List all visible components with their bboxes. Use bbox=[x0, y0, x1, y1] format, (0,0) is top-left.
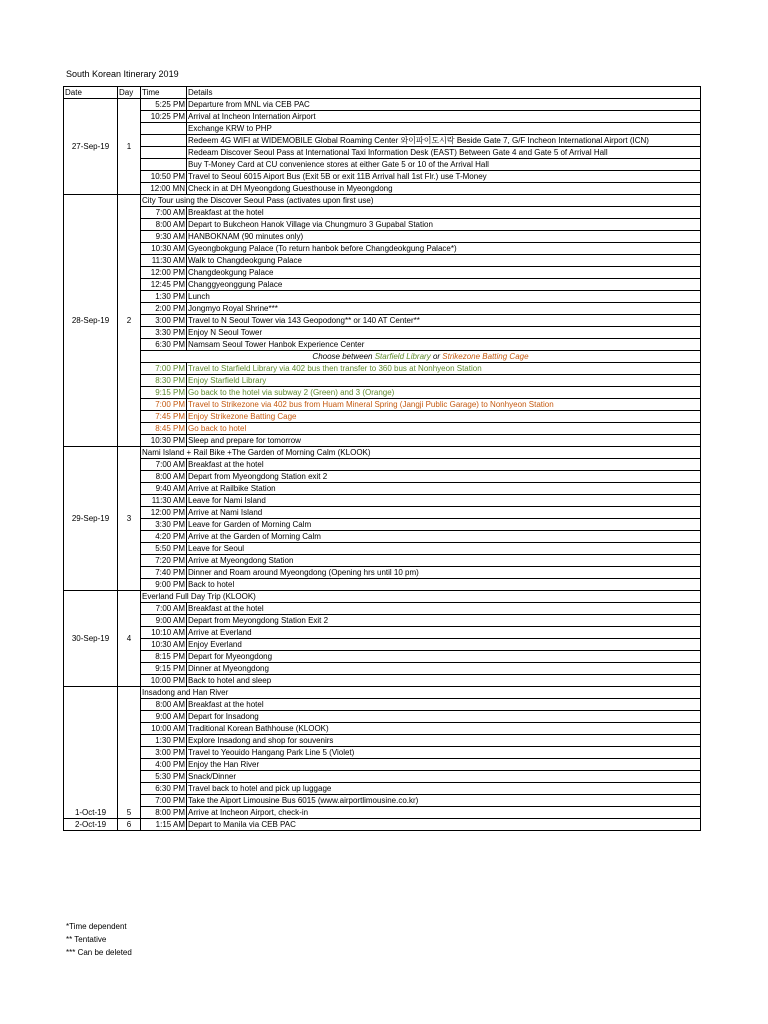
details-cell: Travel to Strikezone via 402 bus from Huam Mineral Spring (Jangji Public Garage) to Nonhyeon Station bbox=[187, 399, 701, 411]
time-cell: 3:30 PM bbox=[141, 519, 187, 531]
time-cell: 8:45 PM bbox=[141, 423, 187, 435]
day-cell: 6 bbox=[118, 819, 141, 831]
time-cell: 10:30 AM bbox=[141, 639, 187, 651]
time-cell bbox=[141, 159, 187, 171]
date-cell: 27-Sep-19 bbox=[64, 99, 118, 195]
time-cell: 6:30 PM bbox=[141, 339, 187, 351]
footnote: ** Tentative bbox=[66, 935, 107, 944]
table-row bbox=[64, 639, 701, 651]
time-cell bbox=[141, 135, 187, 147]
table-row bbox=[64, 711, 701, 723]
time-cell: 10:30 AM bbox=[141, 243, 187, 255]
time-cell bbox=[141, 147, 187, 159]
table-row bbox=[64, 795, 701, 807]
time-cell: 3:30 PM bbox=[141, 327, 187, 339]
details-cell: Breakfast at the hotel bbox=[187, 699, 701, 711]
time-cell: 3:00 PM bbox=[141, 315, 187, 327]
table-row bbox=[64, 807, 701, 819]
time-cell: 10:30 PM bbox=[141, 435, 187, 447]
table-row bbox=[64, 747, 701, 759]
table-row bbox=[64, 207, 701, 219]
footnote: *Time dependent bbox=[66, 922, 127, 931]
header-day: Day bbox=[118, 87, 141, 99]
time-cell: 2:00 PM bbox=[141, 303, 187, 315]
table-row bbox=[64, 135, 701, 147]
time-cell: 12:00 PM bbox=[141, 507, 187, 519]
time-cell: 9:00 AM bbox=[141, 615, 187, 627]
section-heading: Insadong and Han River bbox=[141, 687, 701, 699]
table-row bbox=[64, 423, 701, 435]
table-row bbox=[64, 303, 701, 315]
table-row bbox=[64, 495, 701, 507]
time-cell: 12:00 PM bbox=[141, 267, 187, 279]
document-title: South Korean Itinerary 2019 bbox=[66, 69, 179, 79]
day-cell: 2 bbox=[118, 195, 141, 447]
table-row bbox=[64, 675, 701, 687]
table-header-row bbox=[64, 87, 701, 99]
details-cell: Enjoy Everland bbox=[187, 639, 701, 651]
time-cell: 8:00 PM bbox=[141, 807, 187, 819]
table-row bbox=[64, 267, 701, 279]
table-row bbox=[64, 567, 701, 579]
table-row bbox=[64, 99, 701, 111]
time-cell: 8:30 PM bbox=[141, 375, 187, 387]
details-cell: HANBOKNAM (90 minutes only) bbox=[187, 231, 701, 243]
choose-option1: Starfield Library bbox=[374, 351, 431, 361]
details-cell: Snack/Dinner bbox=[187, 771, 701, 783]
table-row bbox=[64, 687, 701, 699]
details-cell: Arrive at Myeongdong Station bbox=[187, 555, 701, 567]
table-row bbox=[64, 771, 701, 783]
table-row bbox=[64, 147, 701, 159]
details-cell: Depart for Insadong bbox=[187, 711, 701, 723]
table-row bbox=[64, 615, 701, 627]
details-cell: Back to hotel and sleep bbox=[187, 675, 701, 687]
details-cell: Arrive at Railbike Station bbox=[187, 483, 701, 495]
table-row bbox=[64, 459, 701, 471]
time-cell bbox=[141, 123, 187, 135]
table-row bbox=[64, 579, 701, 591]
details-cell: Jongmyo Royal Shrine*** bbox=[187, 303, 701, 315]
details-cell: Gyeongbokgung Palace (To return hanbok before Changdeokgung Palace*) bbox=[187, 243, 701, 255]
table-row bbox=[64, 327, 701, 339]
table-row bbox=[64, 111, 701, 123]
time-cell: 10:50 PM bbox=[141, 171, 187, 183]
details-cell: Namsam Seoul Tower Hanbok Experience Center bbox=[187, 339, 701, 351]
footnote: *** Can be deleted bbox=[66, 948, 132, 957]
details-cell: Dinner and Roam around Myeongdong (Opening hrs until 10 pm) bbox=[187, 567, 701, 579]
time-cell: 10:00 AM bbox=[141, 723, 187, 735]
day-cell: 5 bbox=[118, 687, 141, 819]
time-cell: 1:15 AM bbox=[141, 819, 187, 831]
date-cell: 28-Sep-19 bbox=[64, 195, 118, 447]
time-cell: 7:00 AM bbox=[141, 207, 187, 219]
table-row bbox=[64, 819, 701, 831]
time-cell: 7:40 PM bbox=[141, 567, 187, 579]
details-cell: Buy T-Money Card at CU convenience stores at either Gate 5 or 10 of the Arrival Hall bbox=[187, 159, 701, 171]
table-row bbox=[64, 591, 701, 603]
details-cell: Leave for Nami Island bbox=[187, 495, 701, 507]
details-cell: Breakfast at the hotel bbox=[187, 459, 701, 471]
day-cell: 3 bbox=[118, 447, 141, 591]
header-date: Date bbox=[64, 87, 118, 99]
table-row bbox=[64, 255, 701, 267]
table-row bbox=[64, 231, 701, 243]
details-cell: Depart for Myeongdong bbox=[187, 651, 701, 663]
table-row bbox=[64, 399, 701, 411]
time-cell: 4:20 PM bbox=[141, 531, 187, 543]
details-cell: Back to hotel bbox=[187, 579, 701, 591]
time-cell: 5:50 PM bbox=[141, 543, 187, 555]
time-cell: 5:30 PM bbox=[141, 771, 187, 783]
table-row bbox=[64, 279, 701, 291]
header-details: Details bbox=[187, 87, 701, 99]
table-row bbox=[64, 315, 701, 327]
date-cell: 2-Oct-19 bbox=[64, 819, 118, 831]
details-cell: Changgyeonggung Palace bbox=[187, 279, 701, 291]
footnotes bbox=[66, 920, 132, 959]
section-heading: City Tour using the Discover Seoul Pass (activates upon first use) bbox=[141, 195, 701, 207]
time-cell: 8:00 AM bbox=[141, 219, 187, 231]
section-heading: Nami Island + Rail Bike +The Garden of Morning Calm (KLOOK) bbox=[141, 447, 701, 459]
table-row bbox=[64, 195, 701, 207]
table-row bbox=[64, 471, 701, 483]
table-row bbox=[64, 243, 701, 255]
time-cell: 8:00 AM bbox=[141, 699, 187, 711]
details-cell: Leave for Garden of Morning Calm bbox=[187, 519, 701, 531]
time-cell: 3:00 PM bbox=[141, 747, 187, 759]
details-cell: Depart to Manila via CEB PAC bbox=[187, 819, 701, 831]
table-row bbox=[64, 663, 701, 675]
choose-middle: or bbox=[430, 351, 443, 361]
time-cell: 11:30 AM bbox=[141, 495, 187, 507]
choose-prefix: Choose between bbox=[312, 351, 375, 361]
time-cell: 7:00 AM bbox=[141, 459, 187, 471]
details-cell: Exchange KRW to PHP bbox=[187, 123, 701, 135]
date-cell: 29-Sep-19 bbox=[64, 447, 118, 591]
details-cell: Lunch bbox=[187, 291, 701, 303]
details-cell: Traditional Korean Bathhouse (KLOOK) bbox=[187, 723, 701, 735]
time-cell: 7:00 AM bbox=[141, 603, 187, 615]
details-cell: Breakfast at the hotel bbox=[187, 603, 701, 615]
time-cell: 10:10 AM bbox=[141, 627, 187, 639]
details-cell: Sleep and prepare for tomorrow bbox=[187, 435, 701, 447]
details-cell: Breakfast at the hotel bbox=[187, 207, 701, 219]
table-row bbox=[64, 435, 701, 447]
table-row bbox=[64, 555, 701, 567]
table-row bbox=[64, 735, 701, 747]
details-cell: Dinner at Myeongdong bbox=[187, 663, 701, 675]
time-cell: 10:25 PM bbox=[141, 111, 187, 123]
table-row bbox=[64, 183, 701, 195]
time-cell: 9:30 AM bbox=[141, 231, 187, 243]
time-cell: 12:45 PM bbox=[141, 279, 187, 291]
details-cell: Take the Aiport Limousine Bus 6015 (www.airportlimousine.co.kr) bbox=[187, 795, 701, 807]
details-cell: Depart to Bukcheon Hanok Village via Chungmuro 3 Gupabal Station bbox=[187, 219, 701, 231]
details-cell: Arrive at the Garden of Morning Calm bbox=[187, 531, 701, 543]
details-cell: Depart from Meyongdong Station Exit 2 bbox=[187, 615, 701, 627]
details-cell: Travel to N Seoul Tower via 143 Geopodong** or 140 AT Center** bbox=[187, 315, 701, 327]
table-row bbox=[64, 759, 701, 771]
table-row bbox=[64, 783, 701, 795]
table-row bbox=[64, 123, 701, 135]
date-cell: 1-Oct-19 bbox=[64, 687, 118, 819]
time-cell: 11:30 AM bbox=[141, 255, 187, 267]
details-cell: Depart from Myeongdong Station exit 2 bbox=[187, 471, 701, 483]
date-cell: 30-Sep-19 bbox=[64, 591, 118, 687]
time-cell: 9:15 PM bbox=[141, 387, 187, 399]
time-cell: 7:00 PM bbox=[141, 399, 187, 411]
table-row bbox=[64, 351, 701, 363]
table-row bbox=[64, 219, 701, 231]
time-cell: 7:20 PM bbox=[141, 555, 187, 567]
time-cell: 9:00 AM bbox=[141, 711, 187, 723]
time-cell: 7:00 PM bbox=[141, 795, 187, 807]
table-row bbox=[64, 375, 701, 387]
time-cell: 1:30 PM bbox=[141, 735, 187, 747]
details-cell: Redeem 4G WIFI at WIDEMOBILE Global Roaming Center 와이파이도시락 Beside Gate 7, G/F Incheon International Airport (ICN) bbox=[187, 135, 701, 147]
choose-between-cell bbox=[141, 351, 701, 363]
details-cell: Leave for Seoul bbox=[187, 543, 701, 555]
time-cell: 9:00 PM bbox=[141, 579, 187, 591]
table-row bbox=[64, 699, 701, 711]
details-cell: Go back to the hotel via subway 2 (Green) and 3 (Orange) bbox=[187, 387, 701, 399]
table-row bbox=[64, 159, 701, 171]
table-row bbox=[64, 483, 701, 495]
details-cell: Travel to Yeouido Hangang Park Line 5 (Violet) bbox=[187, 747, 701, 759]
time-cell: 10:00 PM bbox=[141, 675, 187, 687]
time-cell: 6:30 PM bbox=[141, 783, 187, 795]
details-cell: Enjoy Starfield Library bbox=[187, 375, 701, 387]
details-cell: Arrive at Everland bbox=[187, 627, 701, 639]
details-cell: Enjoy N Seoul Tower bbox=[187, 327, 701, 339]
table-row bbox=[64, 447, 701, 459]
details-cell: Changdeokgung Palace bbox=[187, 267, 701, 279]
table-row bbox=[64, 603, 701, 615]
details-cell: Arrive at Nami Island bbox=[187, 507, 701, 519]
table-row bbox=[64, 363, 701, 375]
time-cell: 5:25 PM bbox=[141, 99, 187, 111]
time-cell: 1:30 PM bbox=[141, 291, 187, 303]
details-cell: Arrive at Incheon Airport, check-in bbox=[187, 807, 701, 819]
table-row bbox=[64, 519, 701, 531]
header-time: Time bbox=[141, 87, 187, 99]
time-cell: 12:00 MN bbox=[141, 183, 187, 195]
table-row bbox=[64, 171, 701, 183]
details-cell: Redeam Discover Seoul Pass at International Taxi Information Desk (EAST) Between Gate 4 and Gate 5 of Arrival Hall bbox=[187, 147, 701, 159]
details-cell: Explore Insadong and shop for souvenirs bbox=[187, 735, 701, 747]
details-cell: Go back to hotel bbox=[187, 423, 701, 435]
details-cell: Check in at DH Myeongdong Guesthouse in Myeongdong bbox=[187, 183, 701, 195]
details-cell: Enjoy the Han River bbox=[187, 759, 701, 771]
details-cell: Arrival at Incheon Internation Airport bbox=[187, 111, 701, 123]
table-row bbox=[64, 387, 701, 399]
time-cell: 4:00 PM bbox=[141, 759, 187, 771]
table-row bbox=[64, 651, 701, 663]
table-row bbox=[64, 531, 701, 543]
details-cell: Travel back to hotel and pick up luggage bbox=[187, 783, 701, 795]
itinerary-table bbox=[63, 86, 701, 831]
details-cell: Travel to Starfield Library via 402 bus then transfer to 360 bus at Nonhyeon Station bbox=[187, 363, 701, 375]
choose-option2: Strikezone Batting Cage bbox=[442, 351, 529, 361]
table-row bbox=[64, 723, 701, 735]
day-cell: 1 bbox=[118, 99, 141, 195]
time-cell: 8:00 AM bbox=[141, 471, 187, 483]
details-cell: Walk to Changdeokgung Palace bbox=[187, 255, 701, 267]
table-row bbox=[64, 411, 701, 423]
table-row bbox=[64, 627, 701, 639]
table-row bbox=[64, 291, 701, 303]
section-heading: Everland Full Day Trip (KLOOK) bbox=[141, 591, 701, 603]
time-cell: 7:00 PM bbox=[141, 363, 187, 375]
time-cell: 9:40 AM bbox=[141, 483, 187, 495]
details-cell: Enjoy Strikezone Batting Cage bbox=[187, 411, 701, 423]
table-row bbox=[64, 543, 701, 555]
time-cell: 8:15 PM bbox=[141, 651, 187, 663]
time-cell: 9:15 PM bbox=[141, 663, 187, 675]
details-cell: Departure from MNL via CEB PAC bbox=[187, 99, 701, 111]
day-cell: 4 bbox=[118, 591, 141, 687]
itinerary-body bbox=[64, 99, 701, 831]
table-row bbox=[64, 339, 701, 351]
details-cell: Travel to Seoul 6015 Aiport Bus (Exit 5B or exit 11B Arrival hall 1st Flr.) use T-Money bbox=[187, 171, 701, 183]
time-cell: 7:45 PM bbox=[141, 411, 187, 423]
table-row bbox=[64, 507, 701, 519]
